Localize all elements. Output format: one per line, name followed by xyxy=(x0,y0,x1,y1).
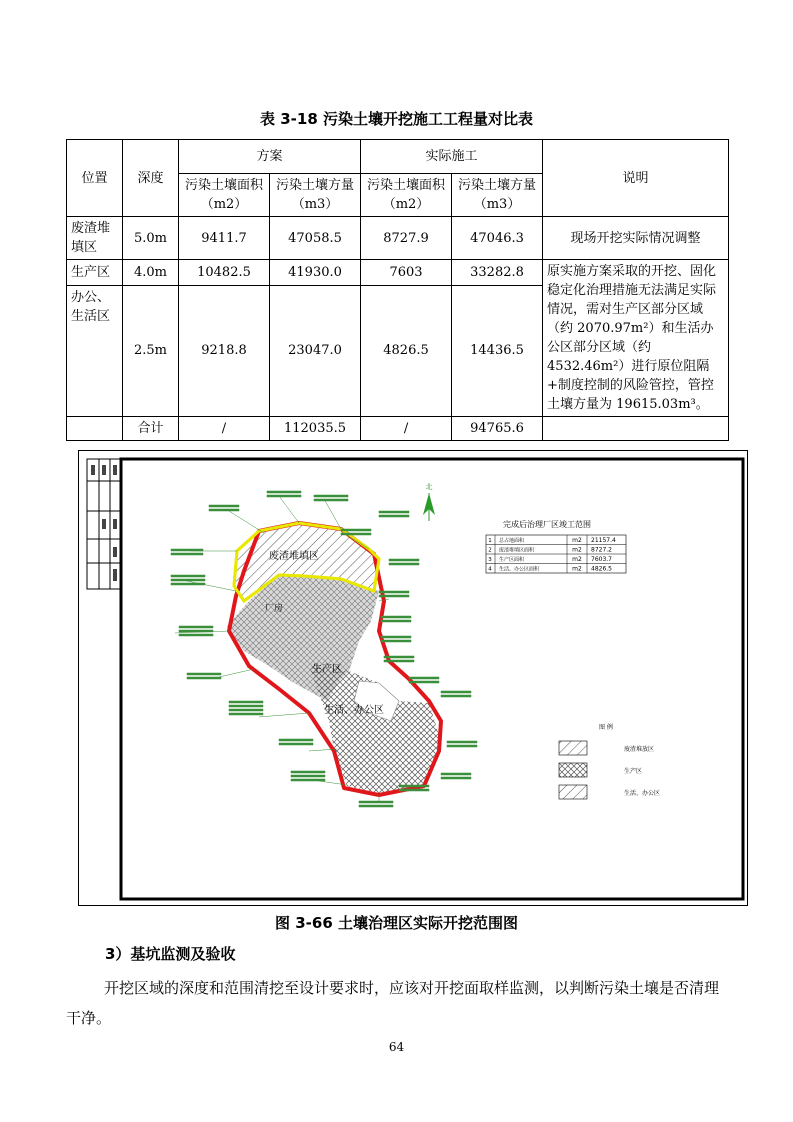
inset-unit: m2 xyxy=(572,537,582,544)
inset-no: 3 xyxy=(488,557,492,563)
inset-no: 1 xyxy=(488,538,492,544)
body-paragraph: 开挖区域的深度和范围清挖至设计要求时，应该对开挖面取样监测，以判断污染土壤是否清理干净。 xyxy=(66,979,720,1027)
inset-unit: m2 xyxy=(572,556,582,563)
legend-title: 图 例 xyxy=(599,724,613,731)
header-depth: 深度 xyxy=(123,140,179,217)
inset-value: 7603.7 xyxy=(591,556,612,563)
legend-swatch-production xyxy=(559,763,587,777)
header-position: 位置 xyxy=(67,140,123,217)
section-heading: 3）基坑监测及验收 xyxy=(105,945,236,963)
inset-name: 生产区面积 xyxy=(499,557,525,563)
site-map xyxy=(79,451,747,905)
factory-label: 厂房 xyxy=(265,604,284,614)
inset-no: 2 xyxy=(488,547,492,554)
inset-unit: m2 xyxy=(572,565,582,573)
total-area-plan: / xyxy=(179,417,270,441)
total-empty xyxy=(67,417,123,441)
merged-note: 原实施方案采取的开挖、固化稳定化治理措施无法满足实际情况，需对生产区部分区域（约 2070.97m²）和生活办公区部分区域（约 4532.46m²）进行原位阻隔+制度控制的风险管控，管控土壤方量为 19615.03m³。 xyxy=(543,260,729,417)
site-map-figure xyxy=(78,450,748,906)
header-actual: 实际施工 xyxy=(361,140,543,174)
cell-depth: 5.0m xyxy=(123,217,179,260)
inset-value: 4826.5 xyxy=(591,565,612,573)
total-row xyxy=(67,417,729,441)
cell-volume-actual: 33282.8 xyxy=(452,260,543,286)
legend-label: 生活、办公区 xyxy=(624,790,661,797)
header-note: 说明 xyxy=(543,140,729,217)
cell-volume-actual: 14436.5 xyxy=(452,285,543,416)
page-number: 64 xyxy=(388,1040,405,1054)
cell-area-actual: 8727.9 xyxy=(361,217,452,260)
header-plan: 方案 xyxy=(179,140,361,174)
production-zone-label: 生产区 xyxy=(312,664,342,675)
legend-swatch-waste xyxy=(559,741,587,755)
table-row xyxy=(67,217,729,260)
legend-swatch-office xyxy=(559,785,587,799)
inset-value: 21157.4 xyxy=(591,537,616,544)
cell-volume-actual: 47046.3 xyxy=(452,217,543,260)
cell-area-actual: 4826.5 xyxy=(361,285,452,416)
table-row xyxy=(67,260,729,286)
north-label: 北 xyxy=(425,483,433,491)
inset-summary-table xyxy=(486,519,626,573)
total-area-actual: / xyxy=(361,417,452,441)
total-label: 合计 xyxy=(123,417,179,441)
table-caption: 表 3-18 污染土壤开挖施工工程量对比表 xyxy=(260,110,533,128)
cell-position: 办公、生活区 xyxy=(67,285,123,416)
cell-area-actual: 7603 xyxy=(361,260,452,286)
header-volume-plan: 污染土壤方量（m3） xyxy=(270,174,361,217)
inset-no: 4 xyxy=(488,566,492,573)
legend-label: 废渣堆放区 xyxy=(624,746,655,753)
inset-name: 总占地面积 xyxy=(499,538,525,544)
header-volume-actual: 污染土壤方量（m3） xyxy=(452,174,543,217)
waste-zone-label: 废渣堆填区 xyxy=(269,551,319,562)
cell-area-plan: 9411.7 xyxy=(179,217,270,260)
inset-name: 废渣堆填区面积 xyxy=(499,547,535,554)
inset-value: 8727.2 xyxy=(591,546,612,554)
cell-position: 生产区 xyxy=(67,260,123,286)
north-arrow-icon xyxy=(423,482,435,521)
cell-position: 废渣堆填区 xyxy=(67,217,123,260)
total-volume-actual: 94765.6 xyxy=(452,417,543,441)
map-legend xyxy=(559,723,660,799)
cell-depth: 4.0m xyxy=(123,260,179,286)
cell-volume-plan: 23047.0 xyxy=(270,285,361,416)
cell-area-plan: 9218.8 xyxy=(179,285,270,416)
total-note-empty xyxy=(543,417,729,441)
cell-area-plan: 10482.5 xyxy=(179,260,270,286)
comparison-table xyxy=(66,139,729,441)
cell-depth: 2.5m xyxy=(123,285,179,416)
header-area-plan: 污染土壤面积（m2） xyxy=(179,174,270,217)
inset-unit: m2 xyxy=(572,546,582,554)
legend-label: 生产区 xyxy=(624,768,643,775)
cell-volume-plan: 41930.0 xyxy=(270,260,361,286)
header-area-actual: 污染土壤面积（m2） xyxy=(361,174,452,217)
cell-note: 现场开挖实际情况调整 xyxy=(543,217,729,260)
cell-volume-plan: 47058.5 xyxy=(270,217,361,260)
title-block xyxy=(87,459,121,589)
figure-caption: 图 3-66 土壤治理区实际开挖范围图 xyxy=(275,914,518,932)
inset-title: 完成后治理厂区竣工范围 xyxy=(503,520,591,529)
total-volume-plan: 112035.5 xyxy=(270,417,361,441)
office-zone-label: 生活、办公区 xyxy=(324,705,384,716)
inset-name: 生活、办公区面积 xyxy=(499,566,540,573)
